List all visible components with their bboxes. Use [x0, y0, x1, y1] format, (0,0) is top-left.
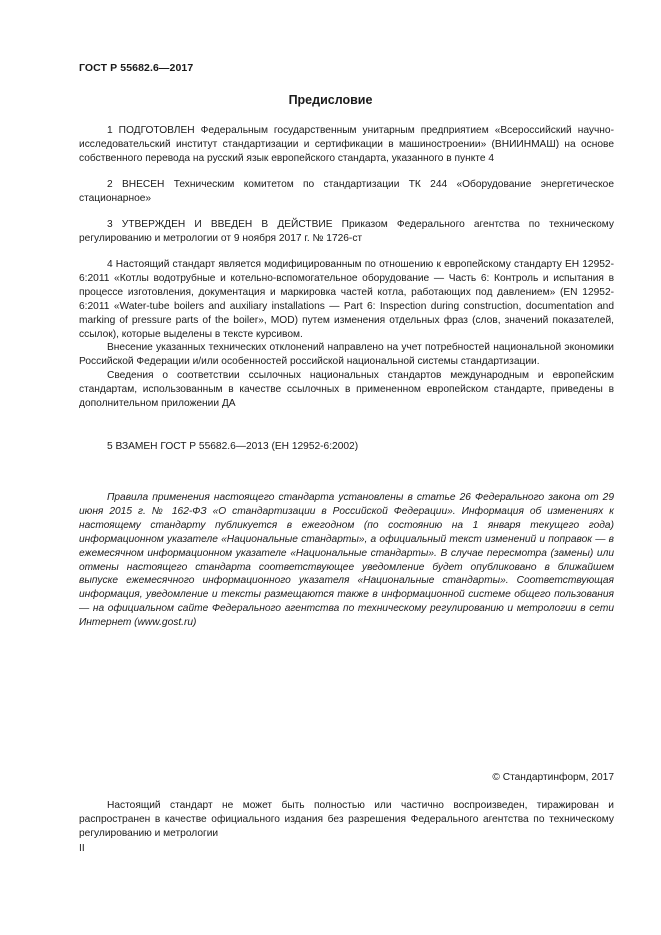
foreword-item-2: [79, 178, 614, 206]
application-rules-notice: Правила применения настоящего стандарта установлены в статье 26 Федерального закона от 29 июня 2015 г. № 162-ФЗ «О стандартизации в Российской Федерации». Информация об изменениях к настоящему стандарту публикуется в ежегодном (по состоянию на 1 января текущего года) информационном указателе «Национальные стандарты», а официальный текст изменений и поправок — в ежемесячном информационном указателе «Национальные стандарты». В случае пересмотра (замены) или отмены настоящего стандарта соответствующее уведомление будет опубликовано в ближайшем выпуске ежемесячного информационного указателя «Национальные стандарты». Соответствующая информация, уведомление и тексты размещаются также в информационной системе общего пользования — на официальном сайте Федерального агентства по техническому регулированию и метрологии в сети Интернет (www.gost.ru): [79, 492, 614, 629]
foreword-item-4: [79, 258, 614, 411]
foreword-item-1: [79, 124, 614, 166]
item-4-subparagraph-1: Внесение указанных технических отклонений направлено на учет потребностей национальной экономики Российской Федерации и/или особенностей российской национальной системы стандартизации.: [79, 342, 614, 368]
item-3-text: 3 УТВЕРЖДЕН И ВВЕДЕН В ДЕЙСТВИЕ Приказом Федерального агентства по техническому регулированию и метрологии от 9 ноября 2017 г. № 1726-ст: [79, 219, 614, 244]
foreword-item-3: [79, 218, 614, 246]
item-4-subparagraph-2: Сведения о соответствии ссылочных национальных стандартов международным и европейским стандартам, использованным в качестве ссылочных в примененном европейском стандарте, приведены в дополнительном приложении ДА: [79, 370, 614, 410]
page-number: II: [79, 843, 85, 854]
section-title: Предисловие: [288, 93, 373, 107]
item-1-text: 1 ПОДГОТОВЛЕН Федеральным государственным унитарным предприятием «Всероссийский научно-исследовательский институт стандартизации и сертификации в машиностроении» (ВНИИНМАШ) на основе собственного перевода на русский язык европейского стандарта, указанного в пункте 4: [79, 125, 614, 164]
reproduction-notice: Настоящий стандарт не может быть полностью или частично воспроизведен, тиражирован и распространен в качестве официального издания без разрешения Федерального агентства по техническому регулированию и метрологии: [79, 800, 614, 839]
item-2-text: 2 ВНЕСЕН Техническим комитетом по стандартизации ТК 244 «Оборудование энергетическое стационарное»: [79, 179, 614, 204]
copyright: © Стандартинформ, 2017: [492, 772, 614, 783]
document-id: ГОСТ Р 55682.6—2017: [79, 62, 194, 74]
item-5-text: 5 ВЗАМЕН ГОСТ Р 55682.6—2013 (ЕН 12952-6:2002): [107, 441, 359, 452]
foreword-item-5: [79, 440, 614, 454]
item-4-text: 4 Настоящий стандарт является модифицированным по отношению к европейскому стандарту ЕН 12952-6:2011 «Котлы водотрубные и котельно-вспомогательное оборудование — Часть 6: Контроль и испытания в процессе изготовления, документация и маркировка частей котла, работающих под давлением» (EN 12952-6:2011 «Water-tube boilers and auxiliary installations — Part 6: Inspection during construction, documentation and marking of pressure parts of the boiler», MOD) путем изменения отдельных фраз (слов, значений показателей, ссылок), которые выделены в тексте курсивом.: [79, 259, 614, 340]
